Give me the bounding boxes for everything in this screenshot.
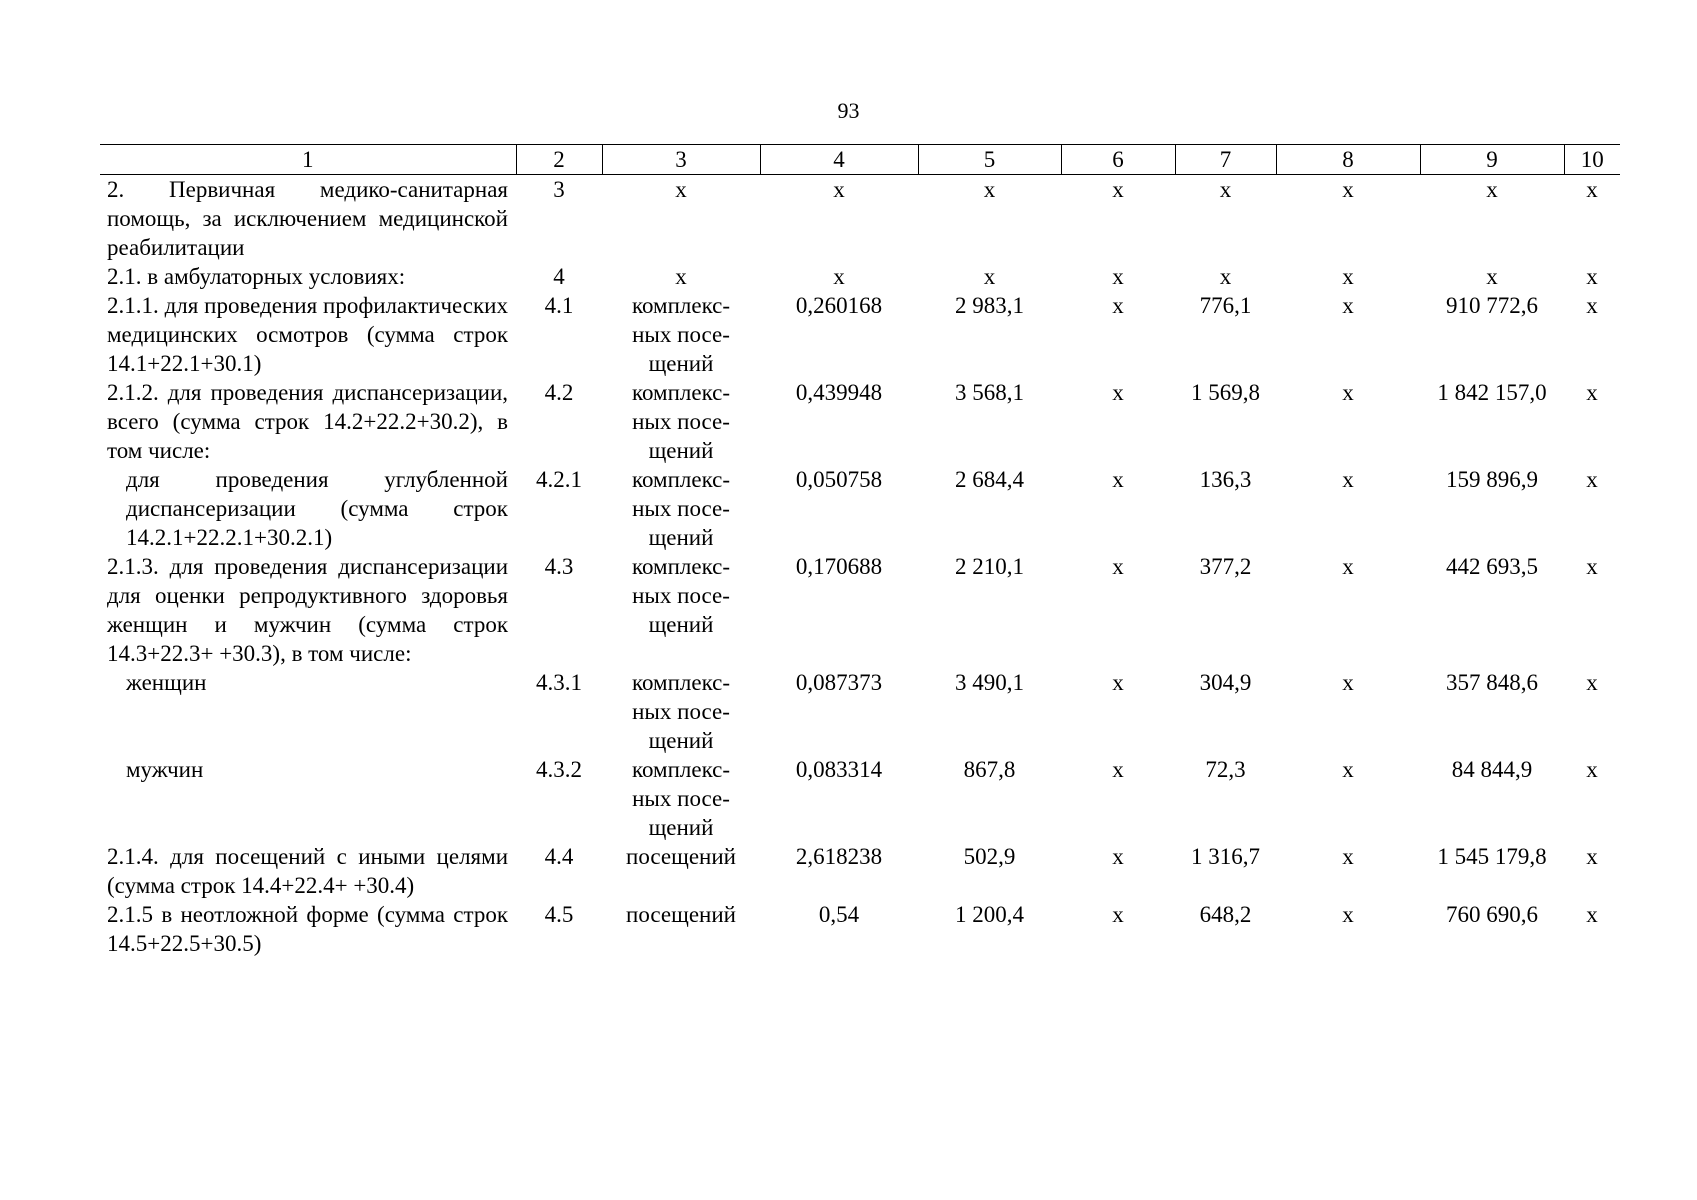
table-body <box>100 175 1620 959</box>
row-value-c6: х <box>1112 264 1124 289</box>
unit-line: щений <box>648 728 714 753</box>
row-value-c7: 72,3 <box>1205 757 1246 782</box>
column-header: 10 <box>1564 145 1620 175</box>
unit-line: ных посе- <box>632 409 730 434</box>
row-value-c7: 1 569,8 <box>1191 380 1260 405</box>
table-row <box>100 291 1620 378</box>
row-unit <box>602 262 760 291</box>
row-label: 2.1.1. для проведения профилактических медицинских осмотров (сумма строк 14.1+22.1+30.1) <box>107 293 508 376</box>
row-value-c9: 357 848,6 <box>1446 670 1538 695</box>
column-header: 2 <box>516 145 602 175</box>
row-label: 2.1.5 в неотложной форме (сумма строк 14.5+22.5+30.5) <box>107 902 508 956</box>
row-value-c10: х <box>1586 757 1598 782</box>
unit-line: щений <box>648 525 714 550</box>
row-code: 4.1 <box>544 293 574 318</box>
column-header: 7 <box>1175 145 1276 175</box>
row-code: 4.3 <box>544 554 574 579</box>
row-label: для проведения углубленной диспансеризации (сумма строк 14.2.1+22.2.1+30.2.1) <box>126 467 508 550</box>
unit-line: комплекс- <box>631 757 731 782</box>
row-value-c6: х <box>1112 177 1124 202</box>
row-unit <box>602 291 760 378</box>
row-value-c9: х <box>1486 264 1498 289</box>
row-value-c7: 648,2 <box>1199 902 1252 927</box>
row-value-c9: 442 693,5 <box>1446 554 1538 579</box>
row-value-c9: 159 896,9 <box>1446 467 1538 492</box>
column-header: 3 <box>602 145 760 175</box>
row-value-c10: х <box>1586 902 1598 927</box>
table-row <box>100 378 1620 465</box>
row-value-c4: 0,050758 <box>795 467 883 492</box>
column-header: 6 <box>1061 145 1175 175</box>
column-header: 8 <box>1276 145 1420 175</box>
row-value-c5: 502,9 <box>963 844 1016 869</box>
unit-line: ных посе- <box>632 496 730 521</box>
row-value-c7: х <box>1219 177 1232 202</box>
row-value-c6: х <box>1112 670 1124 695</box>
table-row <box>100 262 1620 291</box>
row-value-c5: х <box>983 177 996 202</box>
row-value-c10: х <box>1586 380 1598 405</box>
row-value-c7: 136,3 <box>1199 467 1252 492</box>
row-value-c8: х <box>1342 554 1354 579</box>
row-value-c7: 304,9 <box>1199 670 1252 695</box>
row-code: 4.4 <box>544 844 574 869</box>
row-unit <box>602 175 760 263</box>
row-label: 2.1.4. для посещений с иными целями (сумма строк 14.4+22.4+ +30.4) <box>107 844 508 898</box>
unit-line: посещений <box>626 902 736 927</box>
row-value-c10: х <box>1586 264 1598 289</box>
unit-line: х <box>675 264 687 289</box>
unit-line: комплекс- <box>631 670 731 695</box>
page-number: 93 <box>837 98 860 123</box>
row-code: 4.3.1 <box>536 670 582 695</box>
unit-line: ных посе- <box>632 322 730 347</box>
row-code: 4.5 <box>544 902 574 927</box>
row-value-c4: х <box>833 177 845 202</box>
row-label: женщин <box>126 670 207 695</box>
row-unit <box>602 755 760 842</box>
table-row <box>100 668 1620 755</box>
row-value-c8: х <box>1342 902 1354 927</box>
row-value-c4: 0,260168 <box>795 293 883 318</box>
row-value-c5: 3 490,1 <box>955 670 1024 695</box>
row-value-c6: х <box>1112 757 1124 782</box>
row-unit <box>602 552 760 668</box>
row-label: 2.1.3. для проведения диспансеризации для оценки репродуктивного здоровья женщин и мужчин (сумма строк 14.3+22.3+ +30.3), в том числе: <box>107 554 508 666</box>
row-code: 3 <box>553 177 565 202</box>
row-unit <box>602 842 760 900</box>
table-row <box>100 552 1620 668</box>
row-unit <box>602 378 760 465</box>
row-value-c7: 377,2 <box>1199 554 1252 579</box>
row-value-c9: 1 545 179,8 <box>1437 844 1547 869</box>
row-label: мужчин <box>126 757 204 782</box>
row-value-c4: х <box>833 264 845 289</box>
row-unit <box>602 900 760 958</box>
row-label: 2. Первичная медико-санитарная помощь, за исключением медицинской реабилитации <box>107 177 508 260</box>
unit-line: комплекс- <box>631 467 731 492</box>
row-value-c8: х <box>1342 293 1354 318</box>
row-value-c8: х <box>1342 670 1354 695</box>
row-value-c7: х <box>1219 264 1232 289</box>
row-value-c8: х <box>1342 467 1354 492</box>
row-value-c9: 1 842 157,0 <box>1437 380 1547 405</box>
column-header: 5 <box>918 145 1061 175</box>
unit-line: посещений <box>626 844 736 869</box>
unit-line: комплекс- <box>631 380 731 405</box>
row-value-c8: х <box>1342 844 1354 869</box>
row-value-c4: 2,618238 <box>795 844 883 869</box>
row-value-c10: х <box>1586 177 1598 202</box>
row-value-c9: 84 844,9 <box>1451 757 1533 782</box>
unit-line: комплекс- <box>631 554 731 579</box>
row-value-c7: 1 316,7 <box>1191 844 1260 869</box>
row-unit <box>602 465 760 552</box>
row-label: 2.1. в амбулаторных условиях: <box>107 264 406 289</box>
row-value-c6: х <box>1112 902 1124 927</box>
row-value-c6: х <box>1112 467 1124 492</box>
row-unit <box>602 668 760 755</box>
row-label: 2.1.2. для проведения диспансеризации, всего (сумма строк 14.2+22.2+30.2), в том числе: <box>107 380 508 463</box>
unit-line: ных посе- <box>632 583 730 608</box>
row-code: 4 <box>553 264 565 289</box>
row-value-c5: 2 210,1 <box>955 554 1024 579</box>
unit-line: ных посе- <box>632 786 730 811</box>
header-row <box>100 145 1620 175</box>
row-value-c7: 776,1 <box>1199 293 1252 318</box>
row-code: 4.2.1 <box>536 467 582 492</box>
unit-line: щений <box>648 438 714 463</box>
row-value-c10: х <box>1586 467 1598 492</box>
row-value-c6: х <box>1112 844 1124 869</box>
table-row <box>100 900 1620 958</box>
row-value-c5: 1 200,4 <box>955 902 1024 927</box>
row-value-c4: 0,083314 <box>795 757 883 782</box>
row-value-c4: 0,170688 <box>795 554 883 579</box>
row-value-c5: 2 684,4 <box>955 467 1024 492</box>
row-value-c4: 0,439948 <box>795 380 883 405</box>
unit-line: щений <box>648 351 714 376</box>
row-code: 4.2 <box>544 380 574 405</box>
row-code: 4.3.2 <box>536 757 582 782</box>
data-table <box>100 144 1620 958</box>
row-value-c9: 910 772,6 <box>1446 293 1538 318</box>
row-value-c5: х <box>983 264 996 289</box>
unit-line: х <box>675 177 687 202</box>
unit-line: щений <box>648 612 714 637</box>
row-value-c8: х <box>1342 177 1354 202</box>
row-value-c8: х <box>1342 380 1354 405</box>
row-value-c9: х <box>1486 177 1498 202</box>
table-row <box>100 842 1620 900</box>
column-header: 4 <box>760 145 918 175</box>
unit-line: щений <box>648 815 714 840</box>
table-row <box>100 465 1620 552</box>
row-value-c10: х <box>1586 844 1598 869</box>
row-value-c5: 867,8 <box>963 757 1016 782</box>
row-value-c6: х <box>1112 554 1124 579</box>
row-value-c10: х <box>1586 293 1598 318</box>
column-header: 9 <box>1420 145 1564 175</box>
row-value-c10: х <box>1586 554 1598 579</box>
column-header: 1 <box>100 145 516 175</box>
row-value-c4: 0,54 <box>818 902 860 927</box>
table-row <box>100 175 1620 263</box>
table-row <box>100 755 1620 842</box>
row-value-c4: 0,087373 <box>795 670 883 695</box>
row-value-c9: 760 690,6 <box>1446 902 1538 927</box>
row-value-c8: х <box>1342 264 1354 289</box>
row-value-c6: х <box>1112 380 1124 405</box>
row-value-c5: 2 983,1 <box>955 293 1024 318</box>
row-value-c5: 3 568,1 <box>955 380 1024 405</box>
row-value-c8: х <box>1342 757 1354 782</box>
row-value-c6: х <box>1112 293 1124 318</box>
row-value-c10: х <box>1586 670 1598 695</box>
unit-line: ных посе- <box>632 699 730 724</box>
unit-line: комплекс- <box>631 293 731 318</box>
